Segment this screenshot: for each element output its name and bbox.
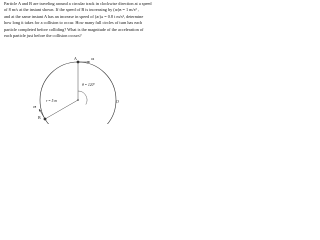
point-b-label: B (38, 115, 41, 120)
velocity-b-arrowhead (39, 109, 41, 112)
angle-label: θ = 120° (82, 83, 95, 87)
radius-label: r = 5 m (46, 99, 57, 103)
problem-line-5: particle completed before colliding? What is the magnitude of the acceleration of (4, 26, 144, 32)
problem-line-6: each particle just before the collision occurs? (4, 33, 82, 39)
angle-arc (78, 91, 87, 105)
velocity-b-label: vʙ (33, 105, 37, 109)
problem-line-4: how long it takes for a collision to occur. How many full circles of turn has each (4, 20, 143, 26)
velocity-a-label: vᴀ (91, 57, 95, 61)
problem-line-2: of 8 m/s at the instant shown. If the speed of B is increasing by (aₜ)ʙ = 1 m/s² , (4, 7, 139, 13)
problem-line-1: Particle A and B are traveling around a circular track in clockwise direction at a speed (4, 1, 152, 6)
circular-track-figure (0, 0, 200, 124)
problem-line-3: and at the same instant A has an increase in speed of (aₜ)ᴀ = 0.8 t m/s², determine (4, 13, 144, 19)
document-page (0, 0, 200, 124)
velocity-a-arrowhead (88, 61, 90, 63)
center-label: O (116, 100, 119, 104)
point-a-label: A (74, 56, 77, 61)
